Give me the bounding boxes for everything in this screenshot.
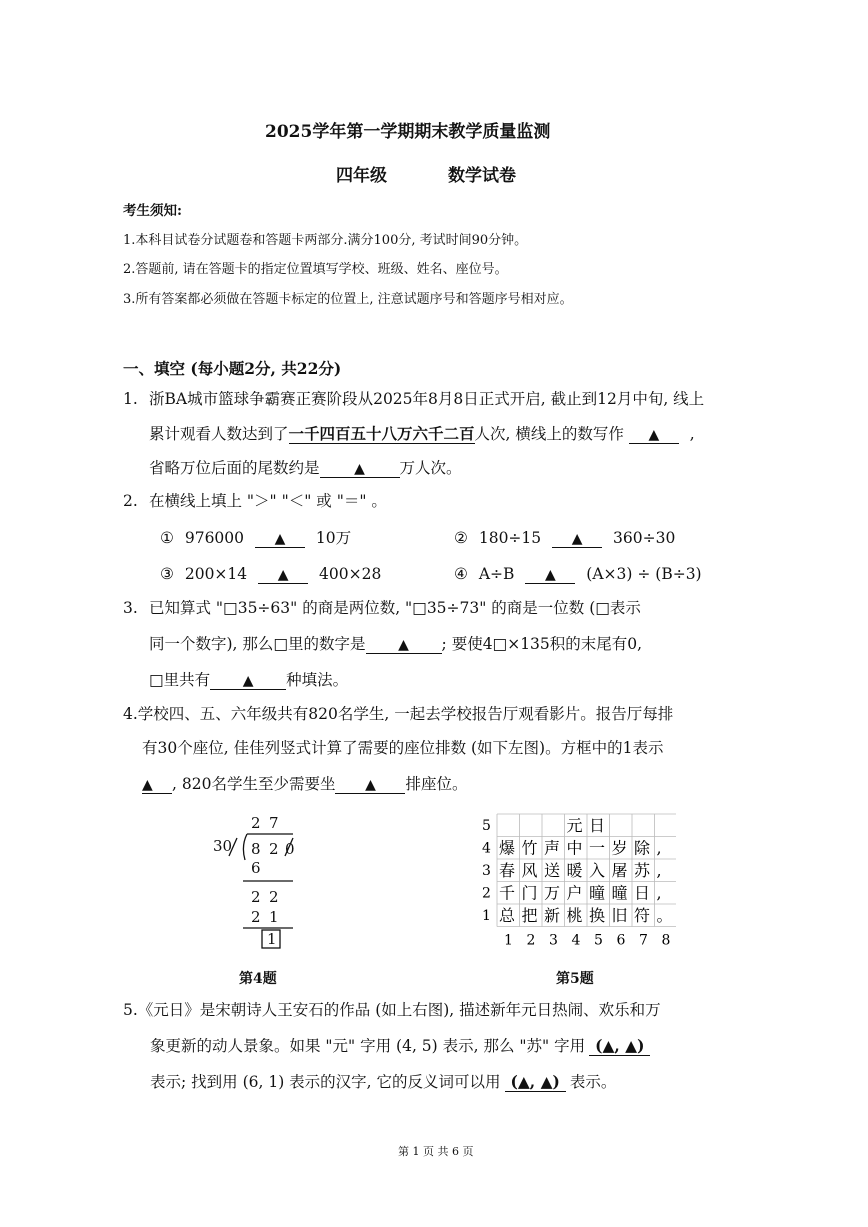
poem-character: 把	[521, 906, 538, 925]
answer-blank[interactable]	[525, 566, 575, 584]
poem-character: 声	[544, 838, 561, 858]
column-label: 4	[571, 932, 581, 949]
poem-character: 曈	[611, 883, 628, 903]
column-label: 2	[526, 932, 536, 949]
poem-character: 旧	[611, 906, 628, 925]
poem-character: 风	[521, 861, 538, 880]
answer-blank[interactable]	[629, 426, 679, 444]
poem-character: 入	[589, 861, 606, 880]
answer-blank[interactable]	[142, 776, 172, 794]
question-1-line-1	[123, 392, 704, 408]
column-label: 7	[639, 932, 648, 949]
partial-digit: 2	[269, 888, 279, 906]
left-expression: 180÷15	[478, 529, 542, 547]
poem-character: ,	[656, 883, 662, 903]
question-5-line-1: 5.《元日》是宋朝诗人王安石的作品 (如上右图), 描述新年元日热闹、欢乐和万	[123, 1001, 661, 1019]
answer-blank[interactable]	[335, 776, 405, 794]
answer-blank[interactable]	[258, 566, 308, 584]
divisor: 30	[213, 837, 233, 855]
answer-blank[interactable]	[210, 672, 286, 690]
left-expression: 976000	[184, 529, 245, 547]
poem-character: 暖	[566, 861, 583, 880]
row-label: 5	[482, 818, 491, 834]
dividend-digit: 2	[269, 840, 279, 858]
poem-character: 日	[634, 883, 651, 903]
column-label: 3	[549, 932, 558, 949]
notice-heading: 考生须知:	[123, 203, 182, 219]
question-text: 已知算式 "□35÷63" 的商是两位数, "□35÷73" 的商是一位数 (□表示	[149, 599, 641, 617]
poem-character: 送	[544, 861, 561, 880]
partial-digit: 1	[269, 908, 279, 926]
quotient-digit: 7	[269, 814, 279, 832]
partial-digit: 2	[251, 888, 261, 906]
poem-character: 一	[589, 838, 606, 858]
blank-triangle-icon: ▲	[354, 461, 365, 477]
question-text: 排座位。	[405, 775, 468, 793]
item-marker: ①	[160, 529, 174, 547]
poem-character: 竹	[521, 838, 538, 858]
quotient-digit: 2	[251, 814, 261, 832]
question-5-line-3	[150, 1074, 616, 1091]
column-label: 6	[616, 932, 626, 949]
question-text: 表示; 找到用 (6, 1) 表示的汉字, 它的反义词可以用	[150, 1073, 501, 1091]
poem-character: 总	[499, 906, 516, 925]
comparison-item	[160, 566, 381, 584]
blank-triangle-icon: ▲	[648, 427, 660, 443]
question-text: 人次, 横线上的数写作	[474, 425, 624, 443]
question-number: 3.	[123, 599, 138, 617]
column-label: 8	[661, 932, 671, 949]
left-expression: 200×14	[184, 565, 248, 583]
question-text: ,	[689, 425, 695, 443]
poem-character: 换	[589, 906, 606, 925]
blank-triangle-icon: ▲	[365, 777, 376, 793]
poem-character: ,	[656, 861, 662, 880]
blank-triangle-icon: ▲	[544, 567, 556, 583]
question-text: , 820名学生至少需要坐	[172, 775, 336, 793]
page-footer: 第 1 页 共 6 页	[398, 1145, 474, 1158]
partial-digit: 2	[251, 908, 261, 926]
blank-triangle-icon: ▲	[277, 567, 289, 583]
answer-blank[interactable]	[255, 530, 305, 548]
dividend-digit: 8	[251, 840, 261, 858]
figure-caption: 第5题	[556, 971, 594, 987]
question-4-line-1: 4.学校四、五、六年级共有820名学生, 一起去学校报告厅观看影片。报告厅每排	[123, 705, 674, 723]
poem-character: 日	[589, 816, 606, 835]
item-marker: ④	[454, 565, 468, 583]
poem-character: 新	[544, 906, 561, 925]
right-expression: 360÷30	[613, 529, 676, 547]
poem-character: 元	[566, 816, 583, 835]
question-3-line-1	[123, 601, 641, 617]
comparison-item	[454, 566, 702, 584]
question-3-line-2	[149, 636, 642, 654]
question-text: 种填法。	[286, 671, 349, 689]
poem-character: 除	[634, 838, 651, 858]
poem-character: 千	[499, 883, 516, 903]
section-heading: 一、填空 (每小题2分, 共22分)	[123, 359, 342, 378]
question-text: 累计观看人数达到了	[149, 425, 289, 443]
blank-triangle-icon: ▲	[242, 673, 254, 689]
poem-character: 曈	[589, 883, 606, 903]
answer-blank[interactable]: (▲, ▲)	[505, 1072, 566, 1092]
poem-character: 爆	[499, 838, 516, 858]
question-3-line-3	[149, 672, 348, 690]
poem-character: 万	[544, 883, 561, 903]
question-text: □里共有	[149, 671, 211, 689]
poem-character: 屠	[611, 861, 628, 880]
poem-character: 符	[634, 906, 651, 925]
item-marker: ②	[454, 529, 468, 547]
exam-title: 2025学年第一学期期末教学质量监测	[265, 122, 551, 142]
answer-blank[interactable]	[552, 530, 602, 548]
blank-triangle-icon: ▲	[398, 637, 409, 653]
answer-blank[interactable]: (▲, ▲)	[589, 1036, 650, 1056]
underlined-number-words: 一千四百五十八万六千二百	[288, 424, 475, 443]
notice-item: 2.答题前, 请在答题卡的指定位置填写学校、班级、姓名、座位号。	[123, 262, 508, 277]
question-text: 同一个数字), 那么□里的数字是	[149, 635, 366, 653]
question-text: 象更新的动人景象。如果 "元" 字用 (4, 5) 表示, 那么 "苏" 字用	[150, 1037, 586, 1055]
question-1-line-2	[149, 426, 695, 444]
column-label: 1	[504, 932, 513, 949]
poem-character: 。	[656, 906, 673, 925]
comparison-item	[160, 530, 351, 548]
comparison-item	[454, 530, 675, 548]
question-text: ; 要使4□×135积的末尾有0,	[441, 635, 643, 653]
column-label: 5	[594, 932, 603, 949]
blank-triangle-icon: ▲	[142, 777, 153, 793]
item-marker: ③	[160, 565, 174, 583]
notice-item: 1.本科目试卷分试题卷和答题卡两部分.满分100分, 考试时间90分钟。	[123, 233, 528, 248]
subject-label: 数学试卷	[448, 166, 516, 186]
right-expression: 400×28	[319, 565, 382, 583]
question-text: 省略万位后面的尾数约是	[149, 459, 320, 477]
poem-character: 户	[566, 883, 583, 903]
right-expression: 10万	[315, 529, 352, 547]
blank-triangle-icon: ▲	[571, 531, 583, 547]
poem-character: 中	[566, 838, 583, 858]
row-label: 3	[482, 863, 491, 879]
answer-blank[interactable]	[366, 636, 442, 654]
question-5-line-2	[150, 1038, 650, 1055]
notice-item: 3.所有答案都必须做在答题卡标定的位置上, 注意试题序号和答题序号相对应。	[123, 292, 573, 307]
question-text: 表示。	[569, 1073, 617, 1091]
remainder-digit: 1	[267, 930, 277, 948]
question-text: 万人次。	[399, 459, 462, 477]
row-label: 4	[482, 840, 491, 857]
dividend-digit: 0	[285, 840, 295, 858]
question-text: 浙BA城市篮球争霸赛正赛阶段从2025年8月8日正式开启, 截止到12月中旬, 线上	[149, 390, 705, 408]
poem-character: 苏	[634, 861, 651, 880]
subtract-step-1: 6	[251, 859, 261, 877]
poem-grid-figure	[476, 810, 676, 955]
poem-character: 春	[499, 861, 516, 880]
row-label: 1	[482, 908, 491, 924]
question-2-line-1	[123, 494, 387, 510]
question-4-line-3	[142, 776, 467, 794]
right-expression: (A×3) ÷ (B÷3)	[586, 565, 702, 583]
question-text: 在横线上填上 "＞" "＜" 或 "＝" 。	[149, 492, 387, 510]
question-number: 1.	[123, 390, 138, 408]
blank-triangle-icon: ▲	[274, 531, 286, 547]
poem-character: 岁	[611, 838, 628, 858]
question-1-line-3	[149, 460, 462, 478]
poem-character: 门	[521, 883, 538, 903]
question-4-line-2: 有30个座位, 佳佳列竖式计算了需要的座位排数 (如下左图)。方框中的1表示	[142, 739, 664, 757]
grade-label: 四年级	[336, 166, 387, 186]
long-division-figure	[205, 808, 315, 953]
question-number: 2.	[123, 492, 138, 510]
answer-blank[interactable]	[320, 460, 400, 478]
row-label: 2	[482, 885, 491, 902]
poem-character: 桃	[566, 906, 583, 925]
left-expression: A÷B	[478, 565, 515, 583]
poem-character: ,	[656, 838, 662, 858]
figure-caption: 第4题	[239, 971, 277, 987]
